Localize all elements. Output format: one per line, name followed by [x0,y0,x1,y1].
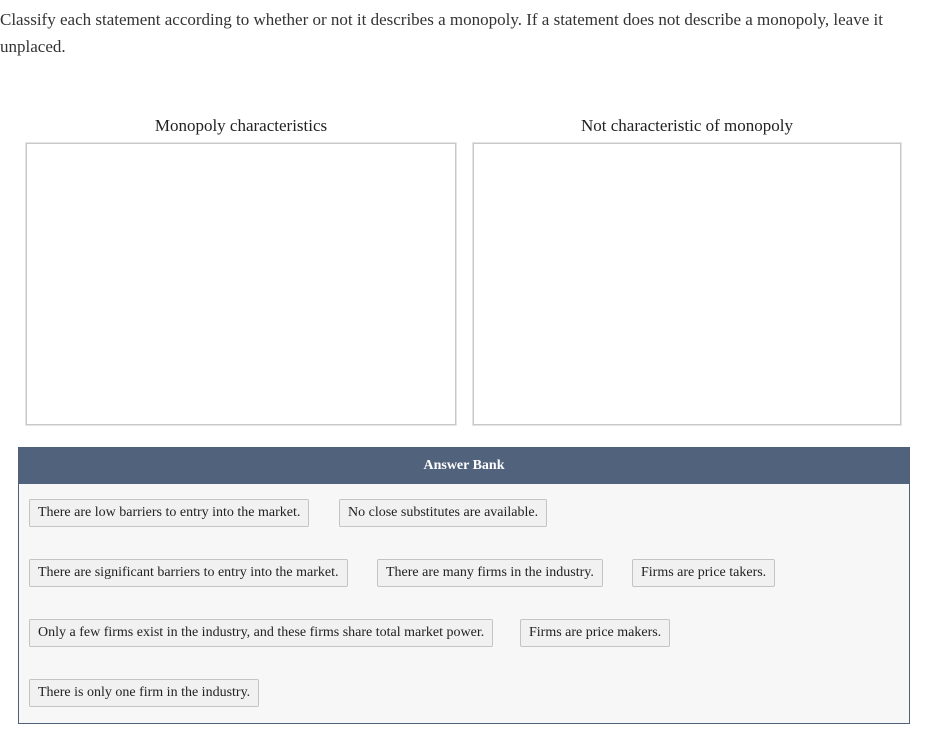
drop-zone-monopoly[interactable] [26,143,456,425]
answer-bank [18,447,910,724]
answer-chip-low-barriers[interactable]: There are low barriers to entry into the market. [29,499,309,527]
bin-title-monopoly: Monopoly characteristics [154,116,328,135]
answer-chip-many-firms[interactable]: There are many firms in the industry. [377,559,603,587]
instructions-text: Classify each statement according to whether or not it describes a monopoly. If a statement does not describe a monopoly, leave it unplaced. [0,10,883,56]
answer-bank-title: Answer Bank [19,448,909,484]
answer-chip-few-firms[interactable]: Only a few firms exist in the industry, and these firms share total market power. [29,619,493,647]
answer-chip-no-substitutes[interactable]: No close substitutes are available. [339,499,547,527]
answer-chip-price-takers[interactable]: Firms are price takers. [632,559,775,587]
answer-chip-one-firm[interactable]: There is only one firm in the industry. [29,679,259,707]
answer-chip-price-makers[interactable]: Firms are price makers. [520,619,670,647]
drop-zone-not-monopoly[interactable] [473,143,901,425]
answer-chip-significant-barriers[interactable]: There are significant barriers to entry into the market. [29,559,348,587]
bin-title-not-monopoly: Not characteristic of monopoly [581,116,793,135]
